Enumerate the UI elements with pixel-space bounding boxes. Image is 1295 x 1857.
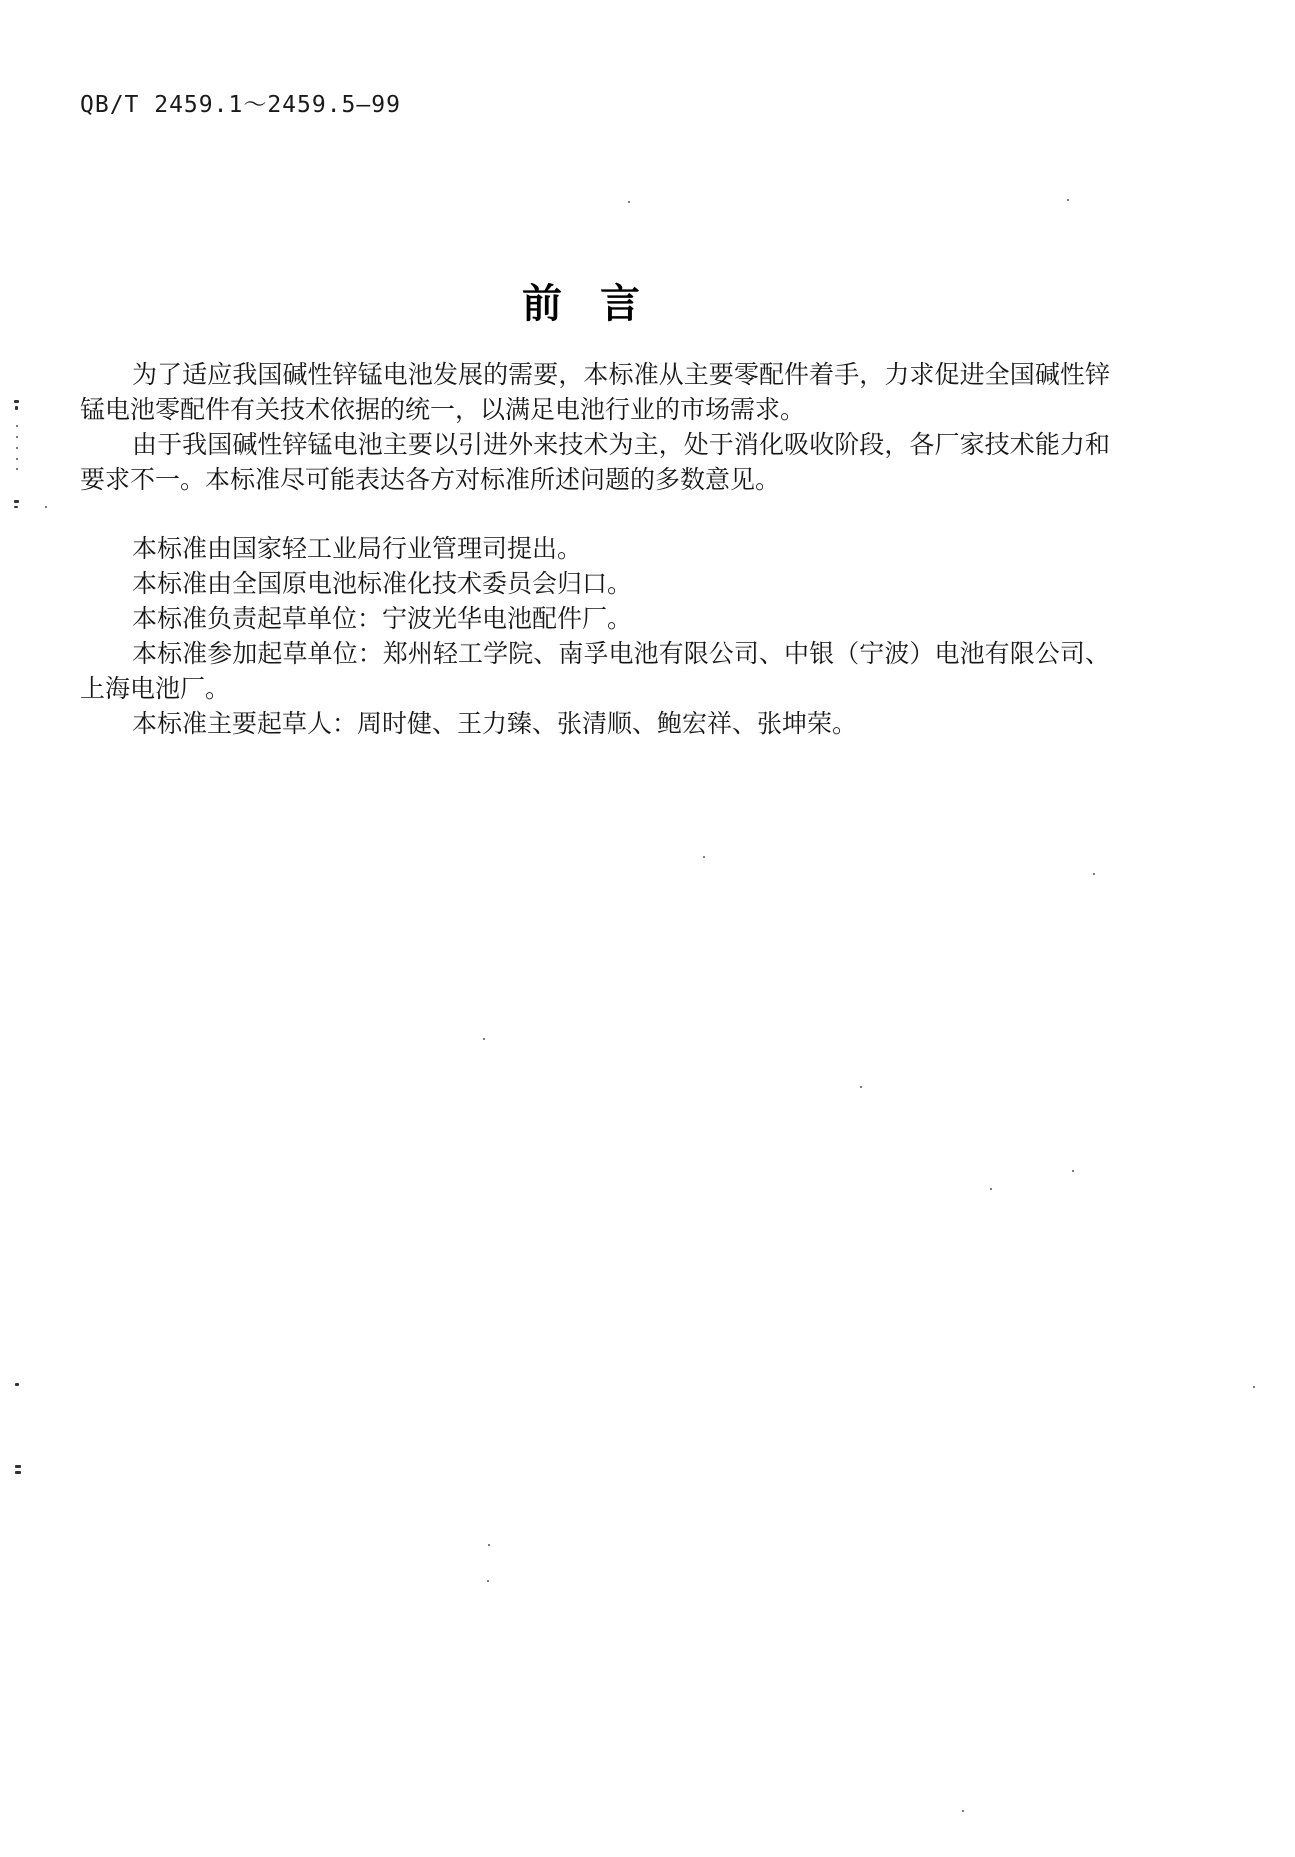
scan-mark	[1253, 1386, 1255, 1388]
scan-mark	[14, 400, 19, 403]
paragraph-participating-units: 本标准参加起草单位：郑州轻工学院、南孚电池有限公司、中银（宁波）电池有限公司、上海电池厂。	[80, 639, 1110, 703]
scan-mark	[1093, 873, 1095, 875]
paragraph-centralized: 本标准由全国原电池标准化技术委员会归口。	[132, 569, 633, 598]
scan-mark	[14, 506, 18, 508]
scan-mark	[1067, 199, 1069, 201]
scan-mark	[962, 1810, 964, 1812]
scan-mark	[14, 500, 19, 503]
paragraph-background: 由于我国碱性锌锰电池主要以引进外来技术为主，处于消化吸收阶段，各厂家技术能力和要求不一。本标准尽可能表达各方对标准所述问题的多数意见。	[80, 430, 1110, 494]
paragraph-drafting-unit: 本标准负责起草单位：宁波光华电池配件厂。	[132, 604, 633, 633]
scan-mark	[483, 1038, 485, 1040]
scan-mark	[45, 506, 47, 508]
standard-number: QB/T 2459.1～2459.5—99	[80, 92, 401, 118]
scan-mark	[15, 1465, 21, 1468]
scan-mark	[628, 201, 630, 203]
scan-mark	[703, 856, 705, 858]
scan-mark	[15, 406, 18, 410]
scan-mark	[16, 458, 18, 460]
scan-mark	[1072, 1170, 1074, 1172]
scan-mark	[16, 468, 18, 470]
scan-mark	[16, 436, 18, 438]
paragraph-drafters: 本标准主要起草人：周时健、王力臻、张清顺、鲍宏祥、张坤荣。	[132, 709, 858, 738]
paragraph-proposer: 本标准由国家轻工业局行业管理司提出。	[132, 534, 583, 563]
scan-mark	[15, 1471, 21, 1474]
scan-mark	[16, 425, 18, 427]
scan-mark	[487, 1580, 489, 1582]
scan-mark	[15, 1383, 19, 1386]
scan-mark	[860, 1086, 862, 1088]
scan-mark	[16, 447, 18, 449]
scan-mark	[990, 1188, 992, 1190]
scan-mark	[488, 1544, 490, 1546]
paragraph-spacer	[80, 497, 1110, 531]
document-body	[80, 357, 1110, 741]
paragraph-purpose: 为了适应我国碱性锌锰电池发展的需要，本标准从主要零配件着手，力求促进全国碱性锌锰电池零配件有关技术依据的统一，以满足电池行业的市场需求。	[80, 360, 1110, 424]
page-title: 前言	[522, 280, 678, 327]
